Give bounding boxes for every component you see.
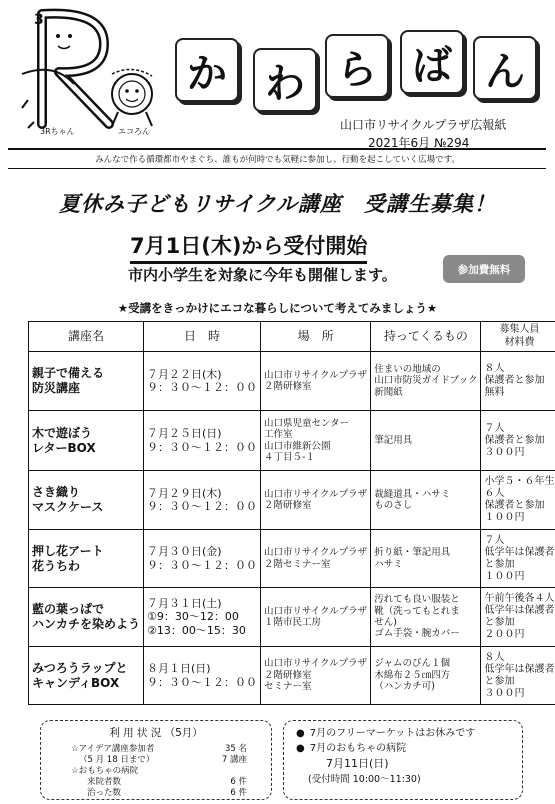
course-name-line: 花うちわ — [32, 558, 81, 573]
course-items — [371, 471, 481, 530]
course-items-line: せん) — [374, 617, 397, 628]
course-items — [371, 588, 481, 647]
course-name-line: ハンカチを染めよう — [32, 617, 141, 631]
course-capacity-fee-line: ８人 — [484, 363, 505, 374]
course-items-line: 住まいの地域の — [374, 363, 441, 375]
usage-row: （5 月 18 日まで） 7 講座 — [79, 755, 247, 765]
issue-number: 2021年6月 №294 — [368, 136, 470, 150]
course-place-line: 山口市リサイクルプラザ — [264, 605, 368, 617]
course-capacity-fee-line: 低学年は保護者 — [484, 605, 555, 616]
course-name-line: 押し花アート — [32, 543, 104, 558]
title-char-4: ば — [400, 30, 464, 94]
course-datetime — [144, 352, 261, 411]
table-row — [29, 647, 555, 705]
course-place-line: ４丁目５-１ — [264, 451, 315, 463]
course-name-line: マスクケース — [32, 500, 104, 514]
title-char-5: ん — [473, 36, 537, 100]
course-items-line: 折り紙・筆記用具 — [374, 547, 451, 559]
course-capacity-fee-line: ２００円 — [484, 629, 525, 640]
course-datetime-line: ②13：00～15：30 — [147, 623, 246, 637]
course-datetime-line: ７月３０日(金) — [147, 545, 222, 559]
course-place-line: 工作室 — [264, 429, 293, 441]
usage-title: 利 用 状 況 （5月） — [109, 727, 203, 739]
course-datetime-line: ８月１日(日) — [147, 662, 211, 676]
header-fee: 材料費 — [504, 336, 535, 348]
course-name — [29, 530, 144, 588]
course-name-line: レターBOX — [32, 440, 96, 455]
course-datetime — [144, 471, 261, 530]
course-name — [29, 471, 144, 530]
course-capacity-fee-line: 低学年は保護者 — [484, 546, 555, 558]
course-datetime-line: ９：３０～１２：００ — [147, 500, 258, 513]
course-capacity-fee-line: 保護者と参加 — [484, 500, 545, 511]
table-row — [29, 588, 555, 647]
course-place-line: １階市民工房 — [264, 617, 322, 628]
toy-hospital-date: 7月11日(日) — [326, 757, 389, 770]
course-capacity-fee-line: １００円 — [484, 512, 525, 523]
course-items — [371, 411, 481, 471]
usage-row: 来院者数 6 件 — [87, 777, 247, 787]
course-items-line: ジャムのびん１個 — [374, 658, 450, 670]
course-place-line: 山口県児童センター — [264, 417, 350, 429]
course-name-line: キャンディBOX — [32, 675, 120, 690]
course-items-line: 靴（洗ってもとれま — [374, 605, 460, 617]
course-capacity-fee-line: ３００円 — [484, 446, 525, 458]
table-row — [29, 411, 555, 471]
course-items-line: 新聞紙 — [374, 386, 403, 398]
course-place-line: ２階セミナー室 — [264, 558, 331, 570]
course-datetime-line: ７月２５日(日) — [147, 427, 222, 441]
title-char-1: か — [175, 38, 239, 102]
course-capacity-fee — [481, 352, 555, 411]
notice: ★受講をきっかけにエコな暮らしについて考えてみましょう★ — [117, 301, 438, 315]
course-datetime-line: ①9：30～12：00 — [147, 610, 239, 624]
course-place — [261, 411, 371, 471]
course-place-line: 山口市リサイクルプラザ — [264, 547, 368, 559]
course-place — [261, 647, 371, 705]
course-items-line: （ハンカチ可) — [374, 681, 435, 693]
course-items-line: ものさし — [374, 500, 413, 511]
divider — [8, 168, 546, 169]
course-place-line: 山口市リサイクルプラザ — [264, 488, 368, 500]
info-box — [283, 720, 523, 800]
mascot-name-3r: 3Rちゃん — [40, 127, 75, 136]
mascot-name-ecoron: エコろん — [118, 127, 150, 136]
course-datetime-line: ７月２２日(木) — [147, 367, 222, 381]
table-row — [29, 530, 555, 588]
course-name — [29, 352, 144, 411]
course-datetime-line: ７月３１日(土) — [147, 597, 222, 611]
course-name — [29, 647, 144, 705]
free-fee-badge: 参加費無料 — [443, 255, 525, 283]
course-place-line: 山口市リサイクルプラザ — [264, 369, 368, 381]
course-capacity-fee-line: と参加 — [484, 558, 515, 570]
divider — [8, 148, 546, 150]
course-place — [261, 352, 371, 411]
title-char-3: ら — [325, 34, 389, 98]
course-datetime — [144, 411, 261, 471]
course-capacity-fee-line: 保護者と参加 — [484, 434, 545, 446]
usage-status-box — [40, 720, 272, 800]
table-header-row — [29, 322, 555, 352]
course-place — [261, 588, 371, 647]
course-items-line: ハサミ — [374, 558, 403, 570]
title-char-2: わ — [253, 48, 317, 112]
tagline: みんなで作る循環都市やまぐち、誰もが何時でも気軽に参加し、行動を起こしていく広場です。 — [95, 155, 460, 165]
course-capacity-fee-line: 午前午後各４人 — [484, 593, 555, 604]
course-capacity-fee-line: 低学年は保護者 — [484, 663, 555, 675]
toy-hospital-notice: ● 7月のおもちゃの病院 — [296, 741, 510, 756]
course-table — [28, 321, 555, 705]
course-capacity-fee-line: 無料 — [484, 387, 505, 398]
masthead — [0, 0, 555, 170]
course-capacity-fee-line: ６人 — [484, 488, 505, 499]
course-datetime-line: ９：３０～１２：００ — [147, 558, 258, 572]
course-capacity-fee-line: と参加 — [484, 675, 515, 687]
course-name-line: みつろうラップと — [32, 660, 128, 675]
course-capacity-fee — [481, 471, 555, 530]
header-capacity-fee — [481, 322, 555, 352]
course-items — [371, 647, 481, 705]
course-name-line: 藍の葉っぱで — [32, 602, 105, 616]
course-name-line: 防災講座 — [32, 381, 81, 395]
course-capacity-fee-line: １００円 — [484, 570, 525, 582]
course-capacity-fee-line: ７人 — [484, 534, 505, 546]
usage-row: ☆アイデア講座参加者 35 名 — [71, 744, 247, 754]
course-name — [29, 411, 144, 471]
course-datetime-line: ９：３０～１２：００ — [147, 440, 258, 454]
course-place-line: 山口市リサイクルプラザ — [264, 658, 368, 670]
course-place — [261, 530, 371, 588]
course-place-line: ２階研修室 — [264, 669, 312, 681]
header-place: 場 所 — [261, 322, 371, 352]
course-capacity-fee — [481, 411, 555, 471]
course-name-line: 親子で備える — [32, 366, 105, 380]
headline: 夏休み子どもリサイクル講座 受講生募集！ — [58, 192, 497, 216]
usage-row: 治った数 6 件 — [87, 788, 247, 798]
course-place — [261, 471, 371, 530]
course-datetime-line: ９：３０～１２：００ — [147, 675, 258, 689]
header-items: 持ってくるもの — [371, 322, 481, 352]
header-course: 講座名 — [29, 322, 144, 352]
usage-row: ☆おもちゃの病院 — [71, 766, 139, 776]
course-items-line: 山口市防災ガイドブック — [374, 375, 478, 387]
course-capacity-fee-line: 小学５・６年生 — [484, 476, 555, 487]
mascot-illustration — [14, 4, 164, 144]
course-items-line: 筆記用具 — [374, 434, 413, 446]
course-datetime — [144, 647, 261, 705]
course-capacity-fee — [481, 588, 555, 647]
flea-market-notice: ● 7月のフリーマーケットはお休みです — [296, 726, 510, 741]
course-capacity-fee-line: と参加 — [484, 617, 515, 628]
course-name — [29, 588, 144, 647]
course-datetime-line: ９：３０～１２：００ — [147, 381, 258, 394]
course-name-line: さき織り — [32, 485, 81, 499]
course-items-line: ゴム手袋・腕カバー — [374, 628, 460, 640]
course-capacity-fee — [481, 530, 555, 588]
course-datetime — [144, 588, 261, 647]
course-place-line: ２階研修室 — [264, 500, 312, 511]
course-capacity-fee-line: ７人 — [484, 422, 505, 434]
course-items-line: 裁縫道具・ハサミ — [374, 488, 451, 500]
registration-start: 7月1日(木)から受付開始 — [130, 230, 367, 264]
course-capacity-fee — [481, 647, 555, 705]
course-items-line: 木綿布２５㎝四方 — [374, 669, 451, 681]
newsletter-title — [175, 26, 545, 106]
toy-hospital-hours: (受付時間 10:00～11:30) — [308, 773, 421, 785]
header-datetime: 日 時 — [144, 322, 261, 352]
header-capacity: 募集人員 — [499, 324, 540, 335]
svg-text:3: 3 — [34, 12, 44, 28]
course-name-line: 木で遊ぼう — [32, 425, 93, 440]
table-row — [29, 471, 555, 530]
table-row — [29, 352, 555, 411]
course-capacity-fee-line: 保護者と参加 — [484, 375, 545, 386]
course-items — [371, 352, 481, 411]
course-datetime-line: ７月２９日(木) — [147, 486, 222, 500]
publication-name: 山口市リサイクルプラザ広報紙 — [340, 118, 507, 132]
course-place-line: ２階研修室 — [264, 381, 312, 392]
course-place-line: セミナー室 — [264, 681, 312, 693]
course-capacity-fee-line: ８人 — [484, 651, 505, 663]
subheadline: 市内小学生を対象に今年も開催します。 — [128, 266, 397, 284]
course-items — [371, 530, 481, 588]
course-datetime — [144, 530, 261, 588]
course-place-line: 山口市維新公園 — [264, 440, 331, 452]
course-items-line: 汚れても良い服装と — [374, 594, 460, 606]
course-capacity-fee-line: ３００円 — [484, 687, 525, 699]
